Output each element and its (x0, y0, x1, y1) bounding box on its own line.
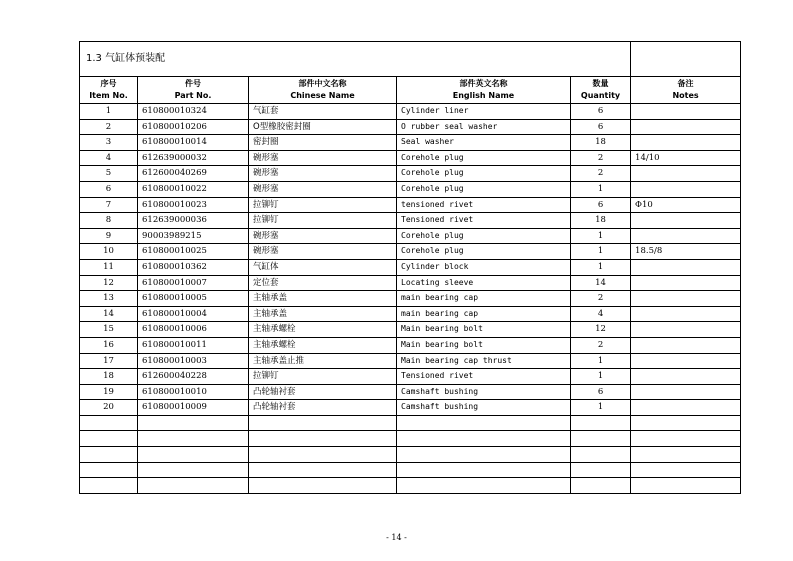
quantity-cell: 6 (571, 197, 631, 213)
blank-row (80, 447, 741, 463)
english-name-cell: Locating sleeve (397, 275, 571, 291)
part-no-cell: 612639000032 (138, 150, 249, 166)
title-side-cell (631, 42, 741, 77)
blank-cell (249, 431, 397, 447)
blank-cell (80, 415, 138, 431)
part-no-cell: 610800010362 (138, 259, 249, 275)
table-row (80, 291, 741, 307)
table-row (80, 400, 741, 416)
item-no-cell: 15 (80, 322, 138, 338)
section-title: 1.3 气缸体预装配 (80, 42, 631, 77)
blank-cell (80, 447, 138, 463)
table-row (80, 181, 741, 197)
notes-cell (631, 400, 741, 416)
blank-cell (80, 478, 138, 494)
notes-cell: 14/10 (631, 150, 741, 166)
chinese-name-cell: 拉铆钉 (249, 369, 397, 385)
blank-cell (397, 462, 571, 478)
part-no-cell: 610800010206 (138, 119, 249, 135)
part-no-cell: 610800010014 (138, 135, 249, 151)
chinese-name-cell: 凸轮轴衬套 (249, 384, 397, 400)
english-name-cell: main bearing cap (397, 291, 571, 307)
item-no-cell: 20 (80, 400, 138, 416)
blank-cell (631, 415, 741, 431)
notes-cell: Φ10 (631, 197, 741, 213)
blank-row (80, 462, 741, 478)
part-no-cell: 610800010022 (138, 181, 249, 197)
blank-cell (397, 447, 571, 463)
chinese-name-cell: 主轴承螺栓 (249, 337, 397, 353)
item-no-cell: 14 (80, 306, 138, 322)
quantity-cell: 2 (571, 291, 631, 307)
table-row (80, 322, 741, 338)
english-name-cell: Camshaft bushing (397, 400, 571, 416)
english-name-cell: Cylinder block (397, 259, 571, 275)
blank-cell (249, 462, 397, 478)
blank-cell (571, 478, 631, 494)
table-row (80, 104, 741, 120)
english-name-cell: Cylinder liner (397, 104, 571, 120)
table-row (80, 337, 741, 353)
item-no-cell: 10 (80, 244, 138, 260)
chinese-name-cell: 主轴承螺栓 (249, 322, 397, 338)
table-row (80, 384, 741, 400)
blank-cell (571, 431, 631, 447)
part-no-cell: 610800010007 (138, 275, 249, 291)
notes-cell (631, 181, 741, 197)
quantity-cell: 14 (571, 275, 631, 291)
notes-cell (631, 337, 741, 353)
quantity-cell: 12 (571, 322, 631, 338)
english-name-cell: Main bearing cap thrust (397, 353, 571, 369)
notes-cell (631, 306, 741, 322)
quantity-cell: 4 (571, 306, 631, 322)
chinese-name-cell: 气缸体 (249, 259, 397, 275)
blank-cell (571, 415, 631, 431)
part-no-cell: 610800010324 (138, 104, 249, 120)
part-no-cell: 610800010010 (138, 384, 249, 400)
quantity-cell: 18 (571, 213, 631, 229)
quantity-cell: 2 (571, 166, 631, 182)
table-row (80, 150, 741, 166)
chinese-name-cell: O型橡胶密封圈 (249, 119, 397, 135)
item-no-cell: 16 (80, 337, 138, 353)
english-name-cell: O rubber seal washer (397, 119, 571, 135)
quantity-cell: 1 (571, 369, 631, 385)
english-name-cell: Corehole plug (397, 181, 571, 197)
chinese-name-cell: 碗形塞 (249, 150, 397, 166)
page-number: - 14 - (386, 533, 407, 542)
table-row (80, 259, 741, 275)
part-no-cell: 610800010004 (138, 306, 249, 322)
part-no-cell: 610800010005 (138, 291, 249, 307)
parts-table (79, 41, 741, 494)
header-chinese-name: 部件中文名称 Chinese Name (249, 77, 397, 104)
chinese-name-cell: 定位套 (249, 275, 397, 291)
item-no-cell: 2 (80, 119, 138, 135)
blank-cell (571, 447, 631, 463)
notes-cell (631, 119, 741, 135)
table-row (80, 369, 741, 385)
blank-cell (397, 431, 571, 447)
part-no-cell: 610800010003 (138, 353, 249, 369)
item-no-cell: 5 (80, 166, 138, 182)
blank-cell (571, 462, 631, 478)
notes-cell (631, 228, 741, 244)
chinese-name-cell: 碗形塞 (249, 228, 397, 244)
item-no-cell: 17 (80, 353, 138, 369)
quantity-cell: 6 (571, 104, 631, 120)
blank-cell (397, 478, 571, 494)
english-name-cell: Main bearing bolt (397, 337, 571, 353)
quantity-cell: 1 (571, 228, 631, 244)
english-name-cell: Corehole plug (397, 228, 571, 244)
chinese-name-cell: 拉铆钉 (249, 213, 397, 229)
quantity-cell: 2 (571, 150, 631, 166)
notes-cell: 18.5/8 (631, 244, 741, 260)
english-name-cell: Corehole plug (397, 244, 571, 260)
blank-cell (631, 478, 741, 494)
notes-cell (631, 275, 741, 291)
blank-row (80, 431, 741, 447)
blank-row (80, 478, 741, 494)
header-notes: 备注 Notes (631, 77, 741, 104)
item-no-cell: 11 (80, 259, 138, 275)
item-no-cell: 13 (80, 291, 138, 307)
chinese-name-cell: 碗形塞 (249, 166, 397, 182)
chinese-name-cell: 主轴承盖 (249, 306, 397, 322)
blank-cell (397, 415, 571, 431)
quantity-cell: 1 (571, 244, 631, 260)
table-row (80, 135, 741, 151)
chinese-name-cell: 凸轮轴衬套 (249, 400, 397, 416)
quantity-cell: 18 (571, 135, 631, 151)
header-row (80, 77, 741, 104)
item-no-cell: 12 (80, 275, 138, 291)
blank-cell (249, 478, 397, 494)
english-name-cell: Seal washer (397, 135, 571, 151)
english-name-cell: Corehole plug (397, 166, 571, 182)
part-no-cell: 612600040269 (138, 166, 249, 182)
english-name-cell: Main bearing bolt (397, 322, 571, 338)
blank-row (80, 415, 741, 431)
english-name-cell: Corehole plug (397, 150, 571, 166)
chinese-name-cell: 碗形塞 (249, 181, 397, 197)
blank-cell (631, 431, 741, 447)
chinese-name-cell: 密封圈 (249, 135, 397, 151)
notes-cell (631, 384, 741, 400)
part-no-cell: 610800010006 (138, 322, 249, 338)
table-row (80, 228, 741, 244)
table-row (80, 119, 741, 135)
blank-cell (249, 447, 397, 463)
english-name-cell: Tensioned rivet (397, 213, 571, 229)
quantity-cell: 1 (571, 181, 631, 197)
english-name-cell: main bearing cap (397, 306, 571, 322)
quantity-cell: 1 (571, 353, 631, 369)
quantity-cell: 1 (571, 400, 631, 416)
item-no-cell: 18 (80, 369, 138, 385)
chinese-name-cell: 主轴承盖止推 (249, 353, 397, 369)
quantity-cell: 1 (571, 259, 631, 275)
part-no-cell: 612600040228 (138, 369, 249, 385)
quantity-cell: 2 (571, 337, 631, 353)
part-no-cell: 90003989215 (138, 228, 249, 244)
header-item-no: 序号 Item No. (80, 77, 138, 104)
table-body (80, 104, 741, 494)
notes-cell (631, 353, 741, 369)
item-no-cell: 9 (80, 228, 138, 244)
blank-cell (631, 447, 741, 463)
item-no-cell: 3 (80, 135, 138, 151)
blank-cell (249, 415, 397, 431)
blank-cell (80, 462, 138, 478)
blank-cell (631, 462, 741, 478)
part-no-cell: 610800010023 (138, 197, 249, 213)
notes-cell (631, 369, 741, 385)
notes-cell (631, 322, 741, 338)
notes-cell (631, 104, 741, 120)
table-row (80, 353, 741, 369)
notes-cell (631, 259, 741, 275)
blank-cell (138, 447, 249, 463)
notes-cell (631, 135, 741, 151)
part-no-cell: 610800010011 (138, 337, 249, 353)
notes-cell (631, 291, 741, 307)
chinese-name-cell: 主轴承盖 (249, 291, 397, 307)
table-row (80, 213, 741, 229)
notes-cell (631, 166, 741, 182)
table-row (80, 197, 741, 213)
header-english-name: 部件英文名称 English Name (397, 77, 571, 104)
chinese-name-cell: 拉铆钉 (249, 197, 397, 213)
quantity-cell: 6 (571, 119, 631, 135)
header-part-no: 件号 Part No. (138, 77, 249, 104)
notes-cell (631, 213, 741, 229)
item-no-cell: 6 (80, 181, 138, 197)
item-no-cell: 7 (80, 197, 138, 213)
item-no-cell: 4 (80, 150, 138, 166)
blank-cell (138, 478, 249, 494)
part-no-cell: 610800010025 (138, 244, 249, 260)
blank-cell (138, 415, 249, 431)
header-quantity: 数量 Quantity (571, 77, 631, 104)
part-no-cell: 610800010009 (138, 400, 249, 416)
english-name-cell: tensioned rivet (397, 197, 571, 213)
item-no-cell: 8 (80, 213, 138, 229)
blank-cell (138, 431, 249, 447)
blank-cell (80, 431, 138, 447)
chinese-name-cell: 气缸套 (249, 104, 397, 120)
table-row (80, 306, 741, 322)
table-row (80, 244, 741, 260)
quantity-cell: 6 (571, 384, 631, 400)
part-no-cell: 612639000036 (138, 213, 249, 229)
chinese-name-cell: 碗形塞 (249, 244, 397, 260)
table-row (80, 166, 741, 182)
table-row (80, 275, 741, 291)
item-no-cell: 19 (80, 384, 138, 400)
english-name-cell: Tensioned rivet (397, 369, 571, 385)
blank-cell (138, 462, 249, 478)
item-no-cell: 1 (80, 104, 138, 120)
english-name-cell: Camshaft bushing (397, 384, 571, 400)
